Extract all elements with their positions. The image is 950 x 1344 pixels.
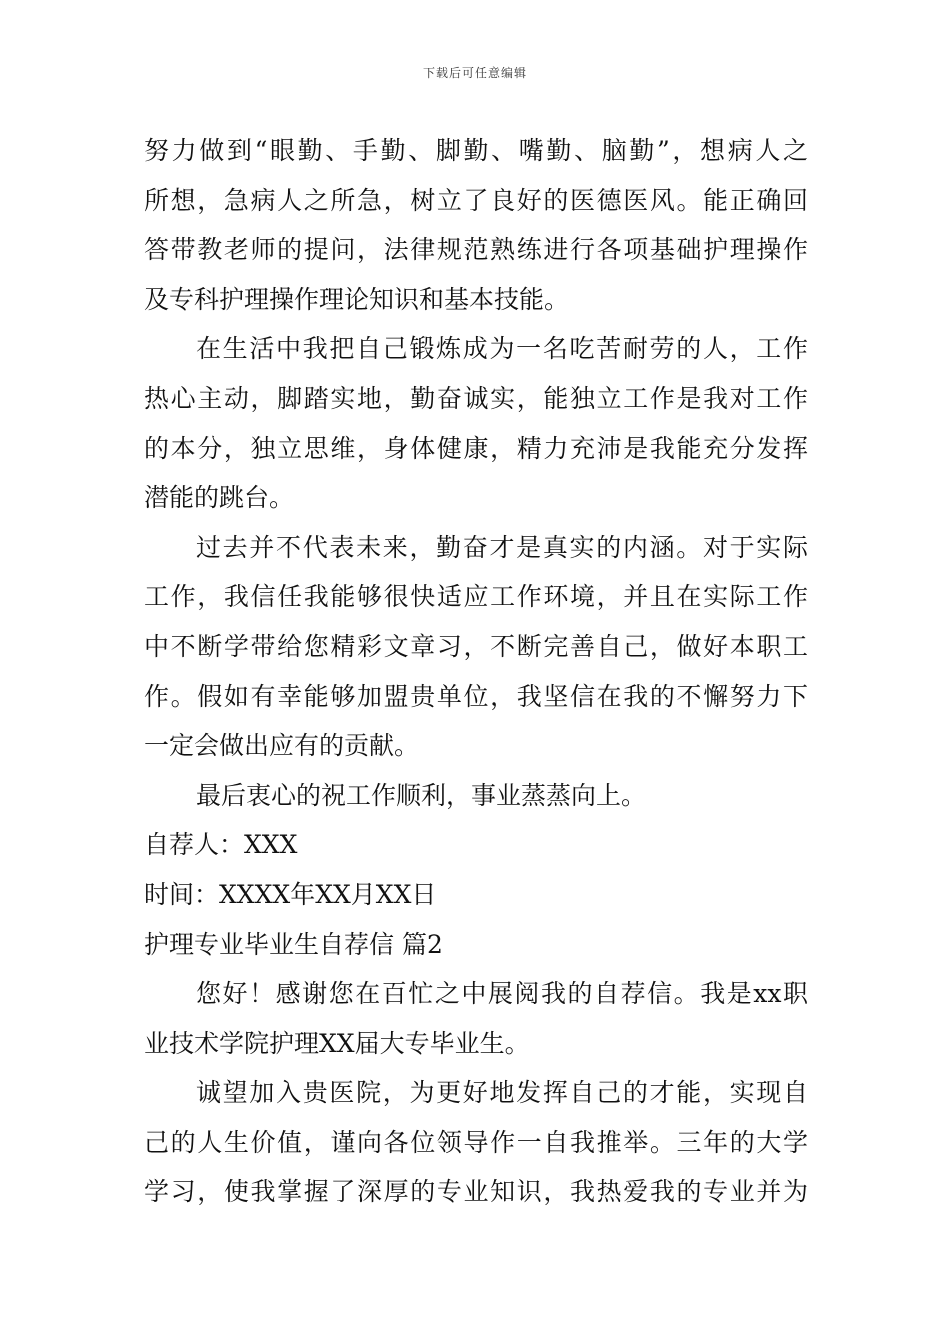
text-line: 作。假如有幸能够加盟贵单位，我坚信在我的不懈努力下 (144, 681, 808, 711)
section-title: 护理专业毕业生自荐信 篇2 (144, 929, 443, 959)
closing-wish: 最后衷心的祝工作顺利，事业蒸蒸向上。 (196, 780, 647, 810)
text-line: 答带教老师的提问，法律规范熟练进行各项基础护理操作 (144, 235, 808, 265)
paragraph-first-line: 过去并不代表未来，勤奋才是真实的内涵。对于实际 (196, 532, 808, 562)
text-line: 一定会做出应有的贡献。 (144, 731, 420, 761)
text-line: 的本分，独立思维，身体健康，精力充沛是我能充分发挥 (144, 433, 808, 463)
date-line: 时间：XXXX年XX月XX日 (144, 879, 437, 909)
text-line: 热心主动，脚踏实地，勤奋诚实，能独立工作是我对工作 (144, 383, 808, 413)
page-header-note: 下载后可任意编辑 (422, 66, 527, 80)
text-line: 中不断学带给您精彩文章习，不断完善自己，做好本职工 (144, 631, 808, 661)
signature-line: 自荐人：XXX (144, 830, 298, 860)
text-line: 工作，我信任我能够很快适应工作环境，并且在实际工作 (144, 582, 808, 612)
document-body (144, 126, 808, 1217)
text-line: 业技术学院护理XX届大专毕业生。 (144, 1028, 530, 1058)
text-line: 己的人生价值，谨向各位领导作一自我推举。三年的大学 (144, 1127, 808, 1157)
text-line: 潜能的跳台。 (144, 483, 295, 513)
paragraph-first-line: 在生活中我把自己锻炼成为一名吃苦耐劳的人，工作 (196, 334, 808, 364)
text-line: 所想，急病人之所急，树立了良好的医德医风。能正确回 (144, 185, 808, 215)
paragraph-first-line: 您好！感谢您在百忙之中展阅我的自荐信。我是xx职 (196, 979, 808, 1009)
paragraph-first-line: 诚望加入贵医院，为更好地发挥自己的才能，实现自 (196, 1078, 808, 1108)
text-line: 学习，使我掌握了深厚的专业知识，我热爱我的专业并为 (144, 1177, 808, 1207)
text-line: 及专科护理操作理论知识和基本技能。 (144, 284, 570, 314)
text-line: 努力做到“眼勤、手勤、脚勤、嘴勤、脑勤”，想病人之 (144, 136, 808, 165)
